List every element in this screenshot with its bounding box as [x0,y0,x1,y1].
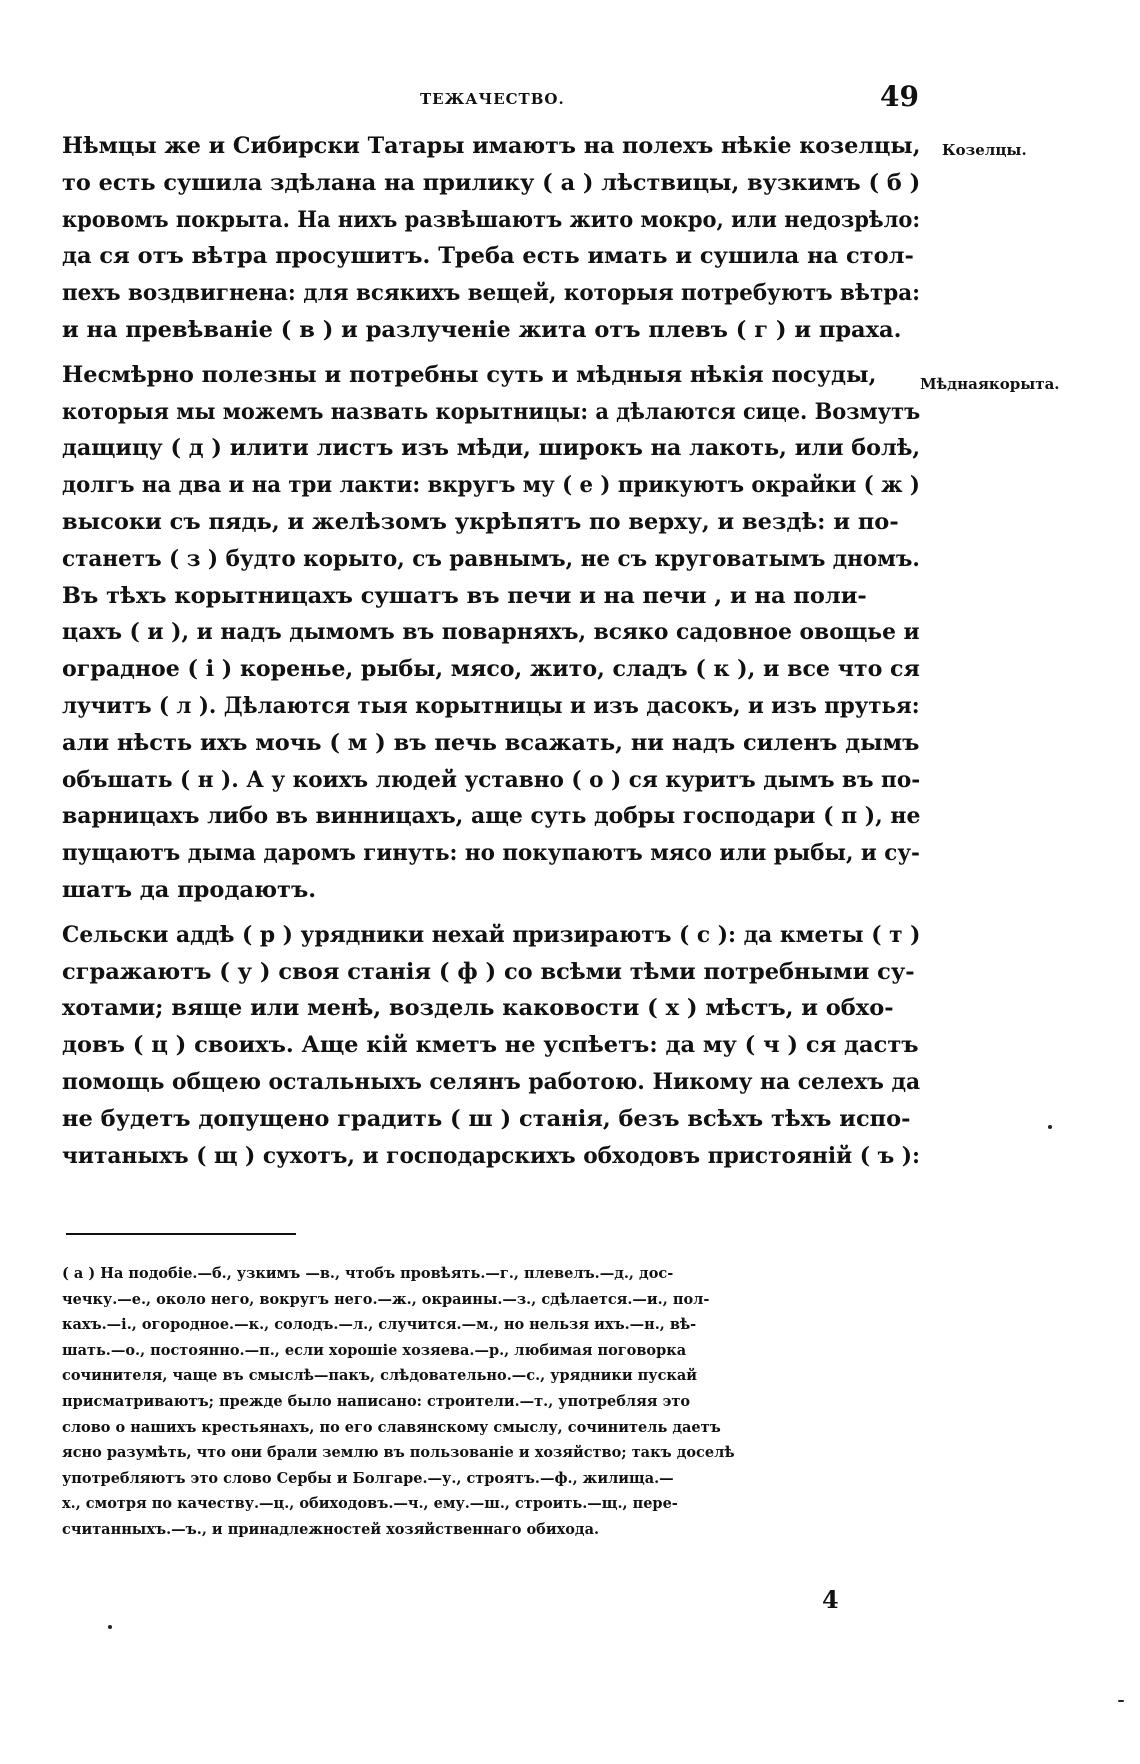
text-line: шатъ да продаютъ. [62,876,317,903]
footnotes [62,1261,922,1543]
footnote-line: считанныхъ.—ъ., и принадлежностей хозяйственнаго обихода. [62,1520,600,1538]
print-speck [1118,1700,1124,1702]
text-line: объшать ( н ). А у коихъ людей уставно ( о ) ся куритъ дымъ въ по- [62,766,921,793]
footnote-line: присматриваютъ; прежде было написано: строители.—т., употребляя это [62,1392,691,1410]
text-line: сгражаютъ ( у ) своя станія ( ф ) со всѣми тѣми потребными су- [62,958,915,985]
footnote-line: сочинителя, чаще въ смыслѣ—пакъ, слѣдовательно.—с., урядники пускай [62,1367,698,1385]
text-line: не будетъ допущено градить ( ш ) станія, безъ всѣхъ тѣхъ испо- [62,1105,911,1132]
text-line: варницахъ либо въ винницахъ, аще суть добры господари ( п ), не [62,803,921,830]
footnote-line: ясно разумѣть, что они брали землю въ пользованіе и хозяйство; такъ доселѣ [62,1444,735,1462]
text-line: довъ ( ц ) своихъ. Аще кій кметъ не успѣетъ: да му ( ч ) ся дастъ [62,1032,919,1059]
text-line: али нѣсть ихъ мочь ( м ) въ печь всажать, ни надъ силенъ дымъ [62,729,920,756]
text-line: пущаютъ дыма даромъ гинуть: но покупаютъ мясо или рыбы, и су- [62,840,920,867]
margin-note-mednaya-koryta: Мѣднаякорыта. [920,375,1060,393]
print-speck [1048,1125,1052,1129]
text-line: дащицу ( д ) илити листъ изъ мѣди, широкъ на лакоть, или болѣ, [62,435,921,462]
text-line: и на превѣваніе ( в ) и разлученіе жита отъ плевъ ( г ) и праха. [62,316,902,343]
text-line: Сельски аддѣ ( р ) урядники нехай призираютъ ( с ): да кметы ( т ) [62,921,921,948]
footnote-line: х., смотря по качеству.—ц., обиходовъ.—ч., ему.—ш., строить.—щ., пере- [62,1495,678,1513]
footnote-line: шать.—о., постоянно.—п., если хорошіе хозяева.—р., любимая поговорка [62,1341,687,1359]
text-line: Въ тѣхъ корытницахъ сушатъ въ печи и на печи , и на поли- [62,582,867,609]
footnote-line: употребляютъ это слово Сербы и Болгаре.—у., строятъ.—ф., жилища.— [62,1469,674,1487]
text-line: станетъ ( з ) будто корыто, съ равнымъ, не съ круговатымъ дномъ. [62,545,920,572]
text-line: которыя мы можемъ назвать корытницы: а дѣлаются сице. Возмутъ [62,398,921,425]
text-line: помощь общею остальныхъ селянъ работою. Никому на селехъ да [62,1068,921,1095]
margin-note-kozeltsy: Козелцы. [942,141,1027,159]
paragraph-2 [62,357,920,909]
text-line: лучитъ ( л ). Дѣлаются тыя корытницы и изъ дасокъ, и изъ прутья: [62,692,920,719]
footnote-divider [66,1233,296,1235]
signature-mark: 4 [822,1585,839,1614]
paragraph-3 [62,917,920,1175]
text-line: хотами; вяще или менѣ, воздель каковости ( х ) мѣстъ, и обхо- [62,995,894,1022]
paragraph-1 [62,128,920,349]
footnote-line: ( а ) На подобіе.—б., узкимъ —в., чтобъ провѣять.—г., плевелъ.—д., дос- [62,1265,674,1282]
print-speck [108,1625,112,1629]
text-line: пехъ воздвигнена: для всякихъ вещей, которыя потребуютъ вѣтра: [62,280,921,307]
running-title: ТЕЖАЧЕСТВО. [420,90,565,108]
text-line: Несмѣрно полезны и потребны суть и мѣдныя нѣкія посуды, [62,361,877,388]
text-line: то есть сушила здѣлана на прилику ( а ) лѣствицы, вузкимъ ( б ) [62,169,921,196]
text-line: оградное ( і ) коренье, рыбы, мясо, жито, сладъ ( к ), и все что ся [62,656,920,683]
footnote-line: слово о нашихъ крестьянахъ, по его славянскому смыслу, сочинитель даетъ [62,1418,721,1436]
text-line: Нѣмцы же и Сибирски Татары имаютъ на полехъ нѣкіе козелцы, [62,133,921,159]
main-text [62,128,920,1174]
text-line: кровомъ покрыта. На нихъ развѣшаютъ жито мокро, или недозрѣло: [62,206,921,233]
text-line: да ся отъ вѣтра просушитъ. Треба есть имать и сушила на стол- [62,243,914,270]
page-number: 49 [880,80,919,113]
text-line: цахъ ( и ), и надъ дымомъ въ поварняхъ, всяко садовное овощье и [62,619,920,646]
footnote-line: чечку.—е., около него, вокругъ него.—ж., окраины.—з., сдѣлается.—и., пол- [62,1290,710,1308]
text-line: долгъ на два и на три лакти: вкругъ му ( е ) прикуютъ окрайки ( ж ) [62,472,920,499]
text-line: высоки съ пядь, и желѣзомъ укрѣпятъ по верху, и вездѣ: и по- [62,508,899,535]
footnote-line: кахъ.—і., огородное.—к., солодъ.—л., случится.—м., но нельзя ихъ.—н., вѣ- [62,1316,697,1334]
text-line: читаныхъ ( щ ) сухотъ, и господарскихъ обходовъ пристояній ( ъ ): [62,1142,921,1169]
